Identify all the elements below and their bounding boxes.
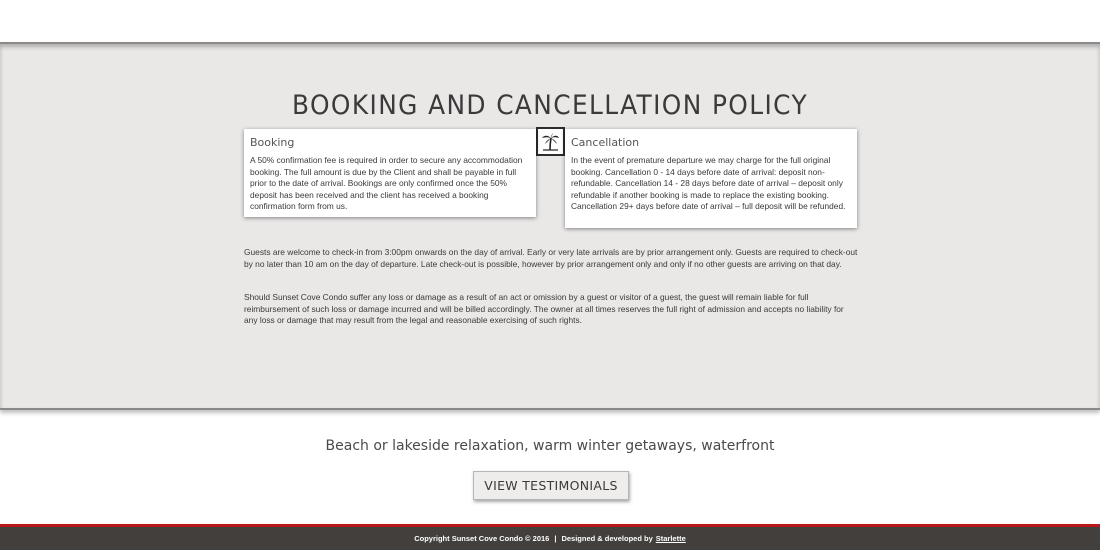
check-in-paragraph: Guests are welcome to check-in from 3:00pm onwards on the day of arrival. Early or very late arrivals are by prior arrangement only. Guests are required to check-out by no later than 10 am on the day of departure. Late check-out is possible, however by prior arrangement only and only if no other guests are arriving on that day.	[244, 247, 858, 269]
cancellation-card-text: In the event of premature departure we may charge for the full original booking. Cancellation 0 - 14 days before date of arrival: deposit non-refundable. Cancellation 14 - 28 days before date of arrival – deposit only refundable if another booking is made to replace the existing booking. Cancellation 29+ days before date of arrival – full deposit will be refunded.	[571, 155, 846, 212]
testimonials-tagline: Beach or lakeside relaxation, warm winter getaways, waterfront	[325, 438, 775, 454]
palm-tree-icon	[536, 127, 565, 156]
footer-credit-link[interactable]: Starlette	[655, 534, 686, 543]
booking-card-text: A 50% confirmation fee is required in order to secure any accommodation booking. The full amount is due by the Client and shall be payable in full prior to the date of arrival. Bookings are only confirmed once the 50% deposit has been received and the client has received a booking confirmation form from us.	[250, 155, 523, 212]
footer-credit-prefix: Designed & developed by	[561, 534, 653, 543]
liability-paragraph: Should Sunset Cove Condo suffer any loss or damage as a result of an act or omission by a guest or visitor of a guest, the guest will remain liable for full reimbursement of such loss or damage incurred and will be billed accordingly. The owner at all times reserves the full right of admission and accepts no liability for any loss or damage that may result from the legal and reasonable exercising of such rights.	[244, 292, 844, 326]
page-title: BOOKING AND CANCELLATION POLICY	[291, 90, 809, 121]
booking-card-title: Booking	[250, 136, 295, 149]
policy-section	[0, 42, 1100, 410]
footer-copyright: Copyright Sunset Cove Condo © 2016	[414, 534, 550, 543]
footer-separator: |	[554, 534, 557, 543]
view-testimonials-button[interactable]: VIEW TESTIMONIALS	[473, 471, 629, 500]
top-white-strip	[0, 0, 1100, 42]
footer	[0, 524, 1100, 550]
cancellation-card	[565, 129, 857, 228]
booking-card	[244, 129, 536, 217]
cancellation-card-title: Cancellation	[571, 136, 640, 149]
